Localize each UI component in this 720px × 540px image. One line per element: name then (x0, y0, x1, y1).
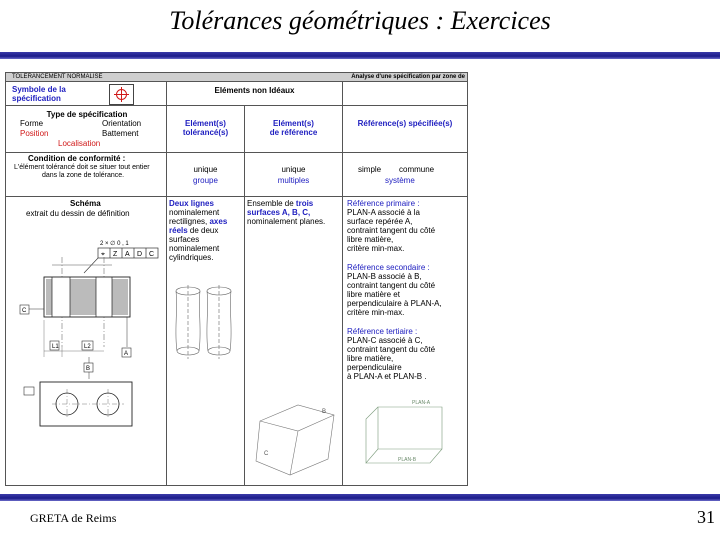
col-divider-2 (244, 105, 245, 485)
col1-mult-bottom: groupe (193, 176, 218, 185)
col1-desc-line3: rectilignes, axes (169, 217, 228, 226)
col3-tertiary-line4: perpendiculaire (347, 363, 402, 372)
col2-desc-line1b: trois (295, 199, 314, 208)
col3-primary-line2: surface repérée A, (347, 217, 413, 226)
type-forme: Forme (20, 119, 44, 128)
feature-control-frame (98, 248, 158, 258)
col1-desc-line1: Deux lignes (169, 199, 214, 208)
plan-b-label: PLAN-B (398, 457, 417, 463)
definition-drawing (12, 237, 164, 437)
col1-desc-line5: surfaces (169, 235, 200, 244)
type-orientation: Orientation (102, 119, 142, 128)
col3-tertiary-line5: à PLAN-A et PLAN-B . (347, 372, 427, 381)
condition-label: Condition de conformité : (28, 154, 126, 163)
cylinders-sketch (172, 281, 240, 361)
col2-desc-line3: nominalement planes. (247, 217, 326, 226)
col3-secondary-line1: PLAN-B associé à B, (347, 272, 422, 281)
sheet-header-left: TOLERANCEMENT NORMALISE (6, 73, 166, 82)
col3-tertiary-line1: PLAN-C associé à C, (347, 336, 423, 345)
col3-secondary-line5: critère min-max. (347, 308, 405, 317)
fcf-cell-3: D (137, 251, 143, 258)
col2-mult-top: unique (281, 165, 306, 174)
section-view (44, 277, 130, 317)
col3-primary-line1: PLAN-A associé à la (347, 208, 420, 217)
symbol-box (109, 84, 134, 105)
plan-a-label: PLAN-A (412, 400, 431, 406)
col1-desc-line2: nominalement (169, 208, 220, 217)
cube-sketch (254, 395, 338, 483)
top-view (24, 382, 132, 426)
row-divider-1 (6, 105, 467, 106)
col3-secondary-line2: contraint tangent du côté (347, 281, 436, 290)
col2-head-line1: Elément(s) (273, 119, 314, 128)
col2-desc-line2: surfaces A, B, C, (247, 208, 311, 217)
col2-head-line2: de référence (269, 128, 318, 137)
col2-mult-bottom: multiples (277, 176, 310, 185)
col1-desc-axes-highlight: axes (209, 217, 228, 226)
col3-primary-line4: libre matière, (347, 235, 394, 244)
col1-desc-line7: cylindriques. (169, 253, 214, 262)
top-divider-bar (0, 52, 720, 59)
cube-label-b: B (322, 409, 327, 415)
col3-secondary-title: Référence secondaire : (347, 263, 430, 272)
col3-primary-line3: contraint tangent du côté (347, 226, 436, 235)
slide-title: Tolérances géométriques : Exercices (169, 6, 551, 35)
col-divider-3 (342, 82, 343, 485)
reference-frame-sketch (362, 391, 458, 471)
col3-tertiary-line2: contraint tangent du côté (347, 345, 436, 354)
col3-mult-systeme: système (385, 176, 415, 185)
col2-desc-line1 (247, 199, 313, 208)
col2-desc-line1a: Ensemble de (247, 199, 296, 208)
spec-analysis-sheet (5, 72, 468, 486)
footer-organization: GRETA de Reims (30, 511, 117, 525)
fcf-tolerance: 2 × ∅ 0 , 1 (100, 241, 129, 247)
col3-primary-title: Référence primaire : (347, 199, 420, 208)
col1-mult-top: unique (193, 165, 218, 174)
col3-tertiary-title: Référence tertiaire : (347, 327, 418, 336)
col3-primary-line5: critère min-max. (347, 244, 405, 253)
position-symbol-icon (110, 85, 133, 104)
col1-head-line1: Elément(s) (185, 119, 226, 128)
row-divider-3 (6, 196, 467, 197)
col1-head-line2: tolérancé(s) (182, 128, 229, 137)
condition-text-line1: L'élément tolérancé doit se situer tout entier (14, 164, 150, 171)
page-number: 31 (697, 507, 715, 527)
datum-a-label: A (124, 351, 129, 357)
type-label: Type de spécification (46, 110, 128, 119)
fcf-cell-0: ⌖ (101, 251, 105, 258)
non-ideal-elements-header: Eléments non Idéaux (214, 86, 295, 95)
col3-mult-simple: simple (358, 165, 382, 174)
col3-secondary-line3: libre matière et (347, 290, 400, 299)
type-position: Position (20, 129, 49, 138)
col1-desc-reels-highlight: réels (169, 226, 188, 235)
col1-desc-line6: nominalement (169, 244, 220, 253)
bottom-divider-bar (0, 494, 720, 501)
type-localisation: Localisation (58, 139, 101, 148)
col3-head: Référence(s) spécifiée(s) (357, 119, 453, 128)
col3-secondary-line4: perpendiculaire à PLAN-A, (347, 299, 442, 308)
schema-subtitle: extrait du dessin de définition (26, 209, 130, 218)
condition-text-line2: dans la zone de tolérance. (42, 172, 125, 179)
row-divider-2 (6, 152, 467, 153)
sheet-header-right: Analyse d'une spécification par zone de (166, 73, 467, 82)
datum-b-label: B (86, 366, 91, 372)
fcf-cell-4: C (149, 251, 155, 258)
col-divider-1 (166, 82, 167, 485)
datum-c-label: C (22, 308, 27, 314)
fcf-cell-1: Z (113, 251, 118, 258)
col1-desc-line4: réels de deux (169, 226, 219, 235)
col3-tertiary-line3: libre matière, (347, 354, 394, 363)
cube-label-c: C (264, 451, 269, 457)
dim-l2-label: L2 (84, 344, 91, 350)
dim-l1-label: L1 (52, 344, 59, 350)
col3-mult-commune: commune (399, 165, 435, 174)
symbol-label: Symbole de la spécification (12, 85, 66, 103)
fcf-cell-2: A (125, 251, 130, 258)
schema-title: Schéma (70, 199, 101, 208)
type-battement: Battement (102, 129, 139, 138)
